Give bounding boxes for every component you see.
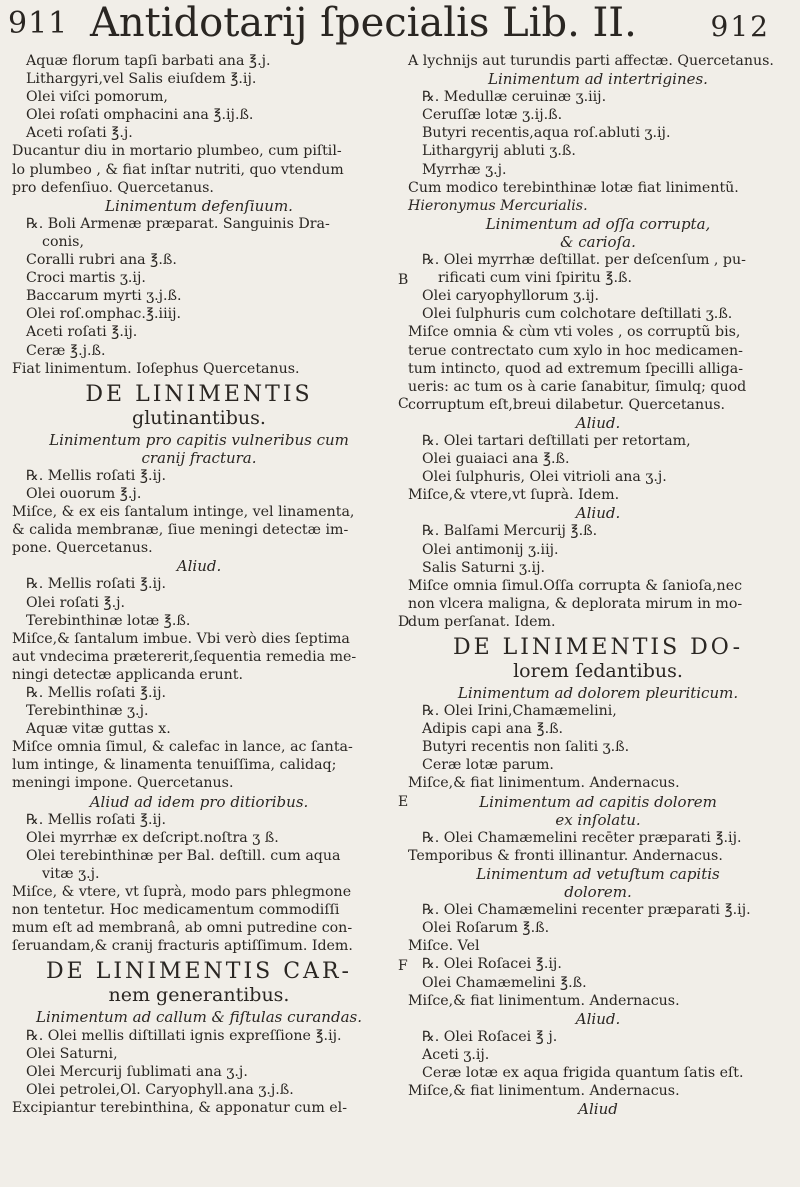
text-line: Lithargyri,vel Salis eiuſdem ℥.ij. bbox=[26, 71, 257, 88]
text-line: aut vndecima prætererit,ſequentia remedia me- bbox=[12, 648, 357, 665]
text-line: Ceræ lotæ ex aqua frigida quantum ſatis eſt. bbox=[422, 1064, 744, 1081]
text-line: Miſce,& ſantalum imbue. Vbi verò dies ſeptima bbox=[12, 630, 350, 647]
text-line: Miſce,& fiat linimentum. Andernacus. bbox=[408, 1083, 680, 1100]
text-line: Olei viſci pomorum, bbox=[26, 89, 168, 106]
text-line: ſeruandam,& cranij fracturis aptiſſimum. Idem. bbox=[12, 938, 353, 955]
section-heading: Linimentum ad capitis dolorem bbox=[479, 792, 717, 811]
text-line: ℞. Olei Chamæmelini recenter præparati ℥.ij. bbox=[422, 902, 751, 919]
text-line: Salis Saturni ʒ.ij. bbox=[422, 559, 545, 576]
text-line: Olei myrrhæ ex deſcript.noſtra ʒ ß. bbox=[26, 829, 279, 846]
text-line: terue contrectato cum xylo in hoc medicamen- bbox=[408, 342, 743, 359]
section-heading: Linimentum defenſiuum. bbox=[105, 196, 293, 215]
text-line: Aceti roſati ℥.j. bbox=[26, 125, 133, 142]
section-heading: Linimentum pro capitis vulneribus cum bbox=[49, 430, 349, 449]
text-line: ℞. Mellis roſati ℥.ij. bbox=[26, 576, 166, 593]
text-line: ningi detectæ applicanda erunt. bbox=[12, 666, 243, 683]
text-line: Ceruſſæ lotæ ʒ.ij.ß. bbox=[422, 107, 563, 124]
section-heading: nem generantibus. bbox=[108, 984, 290, 1007]
text-line: ℞. Olei myrrhæ deſtillat. per deſcenſum , pu- bbox=[422, 252, 746, 269]
text-line: Croci martis ʒ.ij. bbox=[26, 270, 146, 287]
text-line: Olei roſati omphacini ana ℥.ij.ß. bbox=[26, 107, 254, 124]
text-line: Baccarum myrti ʒ.j.ß. bbox=[26, 288, 182, 305]
text-line: Ceræ ℥.j.ß. bbox=[26, 342, 106, 359]
left-column bbox=[12, 52, 386, 1117]
section-heading: Aliud. bbox=[575, 413, 621, 432]
section-heading: & carioſa. bbox=[560, 232, 636, 251]
section-heading: cranij fractura. bbox=[141, 448, 257, 467]
section-heading: lorem ſedantibus. bbox=[513, 660, 683, 682]
text-line: Olei Mercurij ſublimati ana ʒ.j. bbox=[26, 1063, 248, 1080]
text-line: pone. Quercetanus. bbox=[12, 540, 153, 557]
text-line: Miſce, & ex eis ſantalum intinge, vel linamenta, bbox=[12, 504, 355, 521]
text-line: Myrrhæ ʒ.j. bbox=[422, 161, 507, 178]
text-line: Miſce,& fiat linimentum. Andernacus. bbox=[408, 992, 680, 1009]
margin-letter-e: E bbox=[398, 794, 409, 810]
text-line: Olei caryophyllorum ʒ.ij. bbox=[422, 288, 600, 305]
text-line: Temporibus & fronti illinantur. Andernacus. bbox=[408, 847, 723, 864]
text-line: ℞. Mellis roſati ℥.ij. bbox=[26, 811, 166, 828]
text-line: rificati cum vini ſpiritu ℥.ß. bbox=[438, 270, 632, 287]
section-heading: DE LINIMENTIS DO- bbox=[452, 635, 744, 660]
text-line: Adipis capi ana ℥.ß. bbox=[422, 721, 564, 738]
section-heading: Aliud. bbox=[575, 504, 621, 523]
text-line: ℞. Mellis roſati ℥.ij. bbox=[26, 467, 166, 484]
text-line: Coralli rubri ana ℥.ß. bbox=[26, 252, 177, 269]
section-heading: Aliud. bbox=[575, 1009, 621, 1028]
text-line: Aceti roſati ℥.ij. bbox=[26, 324, 138, 341]
text-line: lum intinge, & linamenta tenuiſſima, calidaq; bbox=[12, 757, 337, 774]
text-line: ueris: ac tum os à carie ſanabitur, ſimulq; quod bbox=[408, 378, 747, 395]
left-page-number: 911 bbox=[8, 6, 69, 41]
right-page-number: 912 bbox=[710, 10, 770, 43]
text-line: mum eſt ad membranâ, ab omni putredine con- bbox=[12, 920, 353, 937]
text-line: ℞. Olei mellis diſtillati ignis expreſſione ℥.ij. bbox=[26, 1027, 342, 1044]
text-line: Miſce omnia & cùm vti voles , os corruptũ bis, bbox=[408, 324, 741, 341]
section-heading: Linimentum ad dolorem pleuriticum. bbox=[457, 684, 739, 702]
text-line: Olei antimonij ʒ.iij. bbox=[422, 541, 559, 558]
text-line: ℞. Medullæ ceruinæ ʒ.iij. bbox=[422, 89, 607, 106]
text-line: Olei terebinthinæ per Bal. deſtill. cum aqua bbox=[26, 847, 341, 864]
section-heading: DE LINIMENTIS CAR- bbox=[46, 959, 352, 985]
text-line: A lychnijs aut turundis parti affectæ. Quercetanus. bbox=[408, 53, 774, 69]
text-line: ℞. Olei Irini,Chamæmelini, bbox=[422, 703, 617, 720]
text-line: Aquæ florum tapſi barbati ana ℥.j. bbox=[26, 53, 271, 69]
section-heading: Linimentum ad intertrigines. bbox=[488, 70, 708, 89]
right-column bbox=[408, 52, 788, 1118]
text-line: ℞. Mellis roſati ℥.ij. bbox=[26, 685, 166, 701]
text-line: Olei Chamæmelini ℥.ß. bbox=[422, 974, 587, 991]
margin-letter-b: B bbox=[398, 272, 409, 288]
text-line: ℞. Boli Armenæ præparat. Sanguinis Dra- bbox=[26, 215, 330, 232]
running-title: Antidotarij ſpecialis Lib. II. bbox=[90, 0, 637, 46]
margin-letter-f: F bbox=[398, 958, 408, 974]
text-line: non vlcera maligna, & deplorata mirum in mo- bbox=[408, 595, 743, 612]
text-line: Olei roſati ℥.j. bbox=[26, 594, 126, 611]
section-heading: Linimentum ad oſſa corrupta, bbox=[485, 214, 711, 233]
text-line: Ceræ lotæ parum. bbox=[422, 757, 554, 774]
section-heading: dolorem. bbox=[564, 883, 632, 902]
section-heading: Aliud ad idem pro ditioribus. bbox=[89, 792, 309, 811]
section-heading: Aliud bbox=[578, 1100, 618, 1119]
text-line: Fiat linimentum. Ioſephus Quercetanus. bbox=[12, 360, 300, 377]
text-line: Olei petrolei,Ol. Caryophyll.ana ʒ.j.ß. bbox=[26, 1081, 294, 1098]
margin-letter-c: C bbox=[398, 396, 409, 412]
section-heading: ex inſolatu. bbox=[555, 810, 641, 829]
text-line: tum intincto, quod ad extremum ſpecilli alliga- bbox=[408, 360, 744, 377]
text-line: ℞. Olei Chamæmelini recēter præparati ℥.ij. bbox=[422, 829, 742, 846]
text-line: & calida membranæ, ſiue meningi detectæ im- bbox=[12, 522, 349, 539]
text-line: Olei roſ.omphac.℥.iiij. bbox=[26, 306, 182, 323]
text-line: Olei Roſarum ℥.ß. bbox=[422, 920, 550, 937]
text-line: ℞. Balſami Mercurij ℥.ß. bbox=[422, 523, 598, 540]
text-line: lo plumbeo , & fiat inſtar nutriti, quo vtendum bbox=[12, 161, 344, 178]
section-heading: Aliud. bbox=[176, 557, 222, 576]
text-line: pro defenſiuo. Quercetanus. bbox=[12, 179, 214, 196]
text-line: Miſce,& vtere,vt ſuprà. Idem. bbox=[408, 487, 620, 504]
text-line: vitæ ʒ.j. bbox=[42, 865, 100, 882]
text-line: conis, bbox=[42, 233, 84, 250]
margin-letter-d: D bbox=[398, 614, 410, 630]
text-line: Olei ouorum ℥.j. bbox=[26, 485, 142, 502]
text-line: Miſce, & vtere, vt ſuprà, modo pars phlegmone bbox=[12, 884, 352, 901]
section-heading: DE LINIMENTIS bbox=[85, 381, 313, 407]
text-line: corruptum eſt,breui dilabetur. Quercetanus. bbox=[408, 396, 726, 413]
text-line: Cum modico terebinthinæ lotæ fiat linimentũ. bbox=[408, 179, 739, 196]
text-line: ℞. Olei tartari deſtillati per retortam, bbox=[422, 432, 691, 449]
text-line: Miſce omnia ſimul, & calefac in lance, ac ſanta- bbox=[12, 739, 353, 756]
text-line: ℞. Olei Roſacei ℥ j. bbox=[422, 1028, 558, 1045]
text-line: Miſce. Vel bbox=[408, 938, 480, 955]
text-line: Lithargyrij abluti ʒ.ß. bbox=[422, 143, 576, 160]
text-line: Olei guaiaci ana ℥.ß. bbox=[422, 451, 570, 468]
text-line: Butyri recentis non ſaliti ʒ.ß. bbox=[422, 739, 630, 756]
text-line: Terebinthinæ ʒ.j. bbox=[26, 703, 149, 720]
text-line: Excipiantur terebinthina, & apponatur cum el- bbox=[12, 1099, 348, 1116]
section-heading: Linimentum ad callum & fiſtulas curandas. bbox=[36, 1008, 362, 1027]
text-line: Miſce,& fiat linimentum. Andernacus. bbox=[408, 775, 680, 792]
text-line: Olei ſulphuris cum colchotare deſtillati ʒ.ß. bbox=[422, 306, 733, 323]
text-line: Olei ſulphuris, Olei vitrioli ana ʒ.j. bbox=[422, 469, 667, 486]
section-heading: glutinantibus. bbox=[132, 406, 266, 429]
text-line: Aquæ vitæ guttas x. bbox=[26, 721, 171, 738]
text-line: Olei Saturni, bbox=[26, 1045, 118, 1062]
text-line: dum perſanat. Idem. bbox=[408, 613, 556, 630]
text-line: Miſce omnia ſimul.Oſſa corrupta & ſanioſa,nec bbox=[408, 577, 743, 594]
text-line: ℞. Olei Roſacei ℥.ij. bbox=[422, 956, 562, 973]
text-line: Butyri recentis,aqua roſ.abluti ʒ.ij. bbox=[422, 125, 671, 142]
section-heading: Linimentum ad vetuſtum capitis bbox=[476, 864, 720, 883]
text-line: Hieronymus Mercurialis. bbox=[408, 197, 588, 214]
text-line: Terebinthinæ lotæ ℥.ß. bbox=[26, 612, 191, 629]
text-line: Ducantur diu in mortario plumbeo, cum piſtil- bbox=[12, 143, 342, 160]
text-line: Aceti ʒ.ij. bbox=[422, 1046, 490, 1063]
text-line: meningi impone. Quercetanus. bbox=[12, 775, 234, 792]
text-line: non tentetur. Hoc medicamentum commodiſſi bbox=[12, 902, 340, 919]
